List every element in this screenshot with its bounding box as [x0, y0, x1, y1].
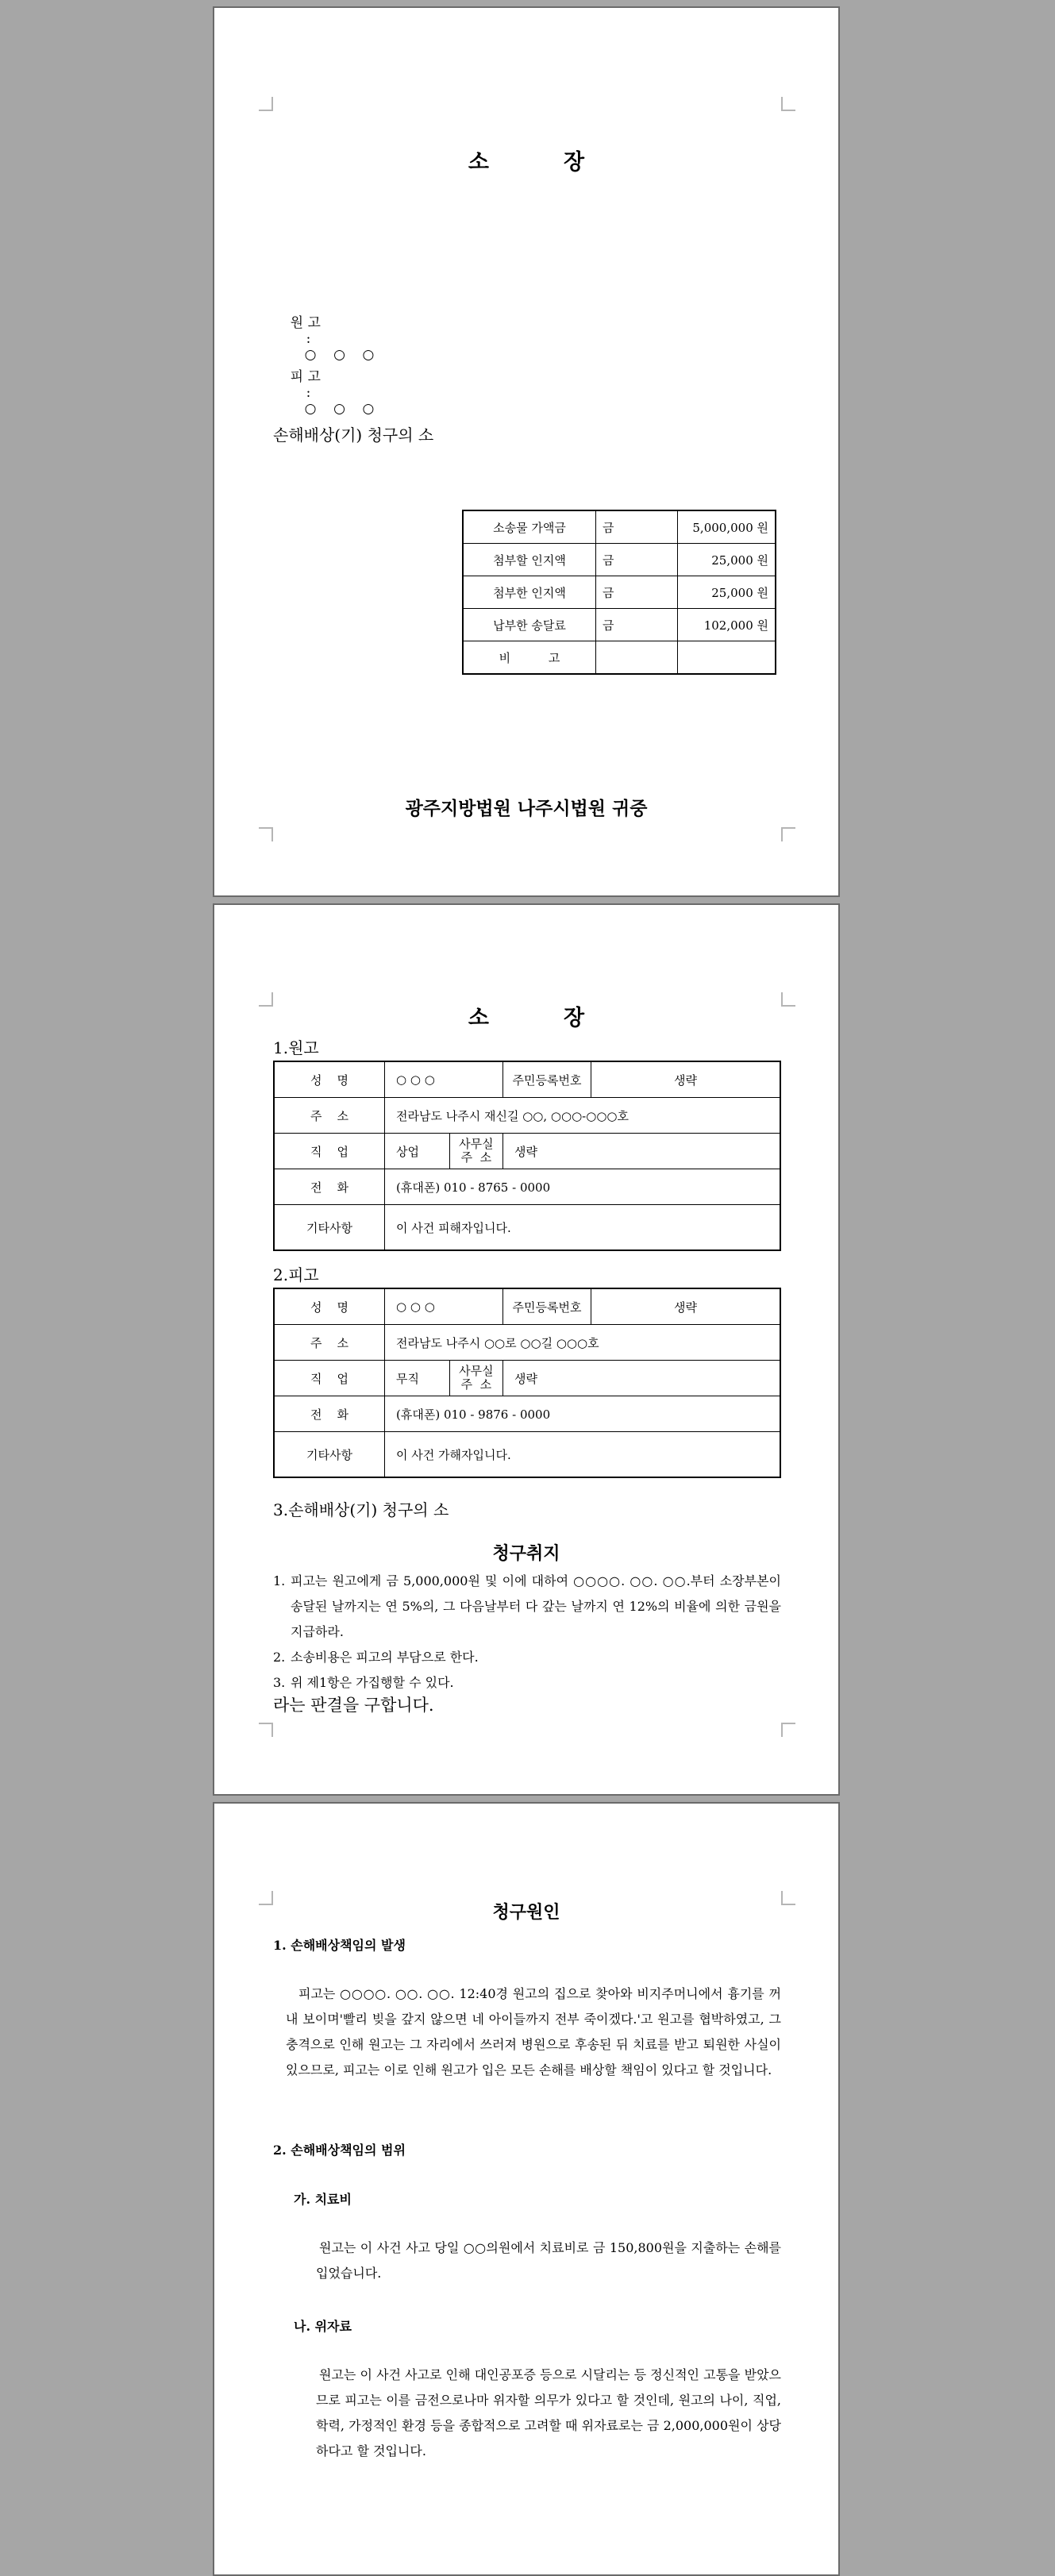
table-row: [274, 1098, 780, 1134]
rrn-value: 생략: [591, 1288, 781, 1325]
subsection-heading: 나. 위자료: [294, 2319, 352, 2334]
claim-title: 청구취지: [492, 1543, 560, 1564]
court-name: 광주지방법원 나주시법원 귀중: [405, 798, 648, 819]
claim-num: 3.: [273, 1675, 286, 1690]
section-title: 청구원인: [492, 1902, 560, 1923]
name-value: ○ ○ ○: [385, 1061, 503, 1098]
address-value: 전라남도 나주시 ○○로 ○○길 ○○○호: [385, 1325, 781, 1361]
case-name: 손해배상(기) 청구의 소: [273, 425, 434, 445]
claim-text: 소송비용은 피고의 부담으로 한다.: [291, 1650, 479, 1665]
fee-label: 납부한 송달료: [463, 609, 596, 641]
fee-label: 소송물 가액금: [463, 510, 596, 544]
table-row: [274, 1432, 780, 1478]
fee-label: 첨부한 인지액: [463, 576, 596, 609]
fee-currency: 금: [596, 510, 678, 544]
crop-mark: [259, 827, 273, 841]
rrn-label: 주민등록번호: [503, 1061, 591, 1098]
defendant-label: 피 고: [290, 369, 321, 385]
etc-value: 이 사건 피해자입니다.: [385, 1205, 781, 1251]
address-value: 전라남도 나주시 재신길 ○○, ○○○-○○○호: [385, 1098, 781, 1134]
crop-mark: [781, 827, 795, 841]
office-value: 생략: [503, 1361, 781, 1396]
name-value: ○ ○ ○: [385, 1288, 503, 1325]
fee-row: [463, 544, 776, 576]
phone-value: (휴대폰) 010 - 9876 - 0000: [385, 1396, 781, 1432]
defendant-line: [273, 349, 374, 433]
page-title: 소 장: [468, 150, 585, 175]
phone-label: 전 화: [274, 1396, 385, 1432]
plaintiff-name: ○ ○ ○: [304, 347, 375, 363]
rrn-label: 주민등록번호: [503, 1288, 591, 1325]
table-row: [274, 1061, 780, 1098]
phone-value: (휴대폰) 010 - 8765 - 0000: [385, 1169, 781, 1205]
fee-currency: 금: [596, 576, 678, 609]
section-heading: 1. 손해배상책임의 발생: [273, 1938, 406, 1953]
subsection-body: 원고는 이 사건 사고로 인해 대인공포증 등으로 시달리는 등 정신적인 고통을 받았으므로 피고는 이를 금전으로나마 위자할 의무가 있다고 할 것인데, 원고의 나이, 직업, 학력, 가정적인 환경 등을 종합적으로 고려할 때 위자료로는 금 2,000,000원이 상당하다고 할 것입니다.: [316, 2367, 781, 2459]
fee-label: 비 고: [463, 641, 596, 675]
fee-currency: 금: [596, 544, 678, 576]
plaintiff-heading: 1.원고: [273, 1038, 319, 1057]
document-page-3: [213, 1802, 840, 2576]
rrn-value: 생략: [591, 1061, 781, 1098]
crop-mark: [781, 97, 795, 111]
address-label: 주 소: [274, 1325, 385, 1361]
fee-row: [463, 641, 776, 675]
etc-label: 기타사항: [274, 1432, 385, 1478]
fee-label: 첨부할 인지액: [463, 544, 596, 576]
job-value: 무직: [385, 1361, 450, 1396]
subsection-body: 원고는 이 사건 사고 당일 ○○의원에서 치료비로 금 150,800원을 지출하는 손해를 입었습니다.: [316, 2240, 781, 2281]
page-title: 소 장: [468, 1006, 585, 1030]
list-item: [273, 1569, 781, 1645]
name-label: 성 명: [274, 1061, 385, 1098]
fee-currency: [596, 641, 678, 675]
name-label: 성 명: [274, 1288, 385, 1325]
office-label: 사무실 주 소: [449, 1361, 502, 1396]
fee-currency: 금: [596, 609, 678, 641]
fee-value: 5,000,000 원: [678, 510, 776, 544]
document-page-1: [213, 6, 840, 897]
closing-text: 라는 판결을 구합니다.: [273, 1696, 434, 1715]
defendant-heading: 2.피고: [273, 1265, 319, 1284]
claim-num: 1.: [273, 1573, 286, 1588]
fee-value: 102,000 원: [678, 609, 776, 641]
fee-value: 25,000 원: [678, 544, 776, 576]
table-row: [274, 1361, 780, 1396]
office-value: 생략: [503, 1134, 781, 1169]
table-row: [274, 1205, 780, 1251]
list-item: [273, 1645, 781, 1670]
plaintiff-table: [273, 1061, 781, 1251]
office-label: 사무실 주 소: [449, 1134, 502, 1169]
defendant-colon: :: [306, 385, 311, 401]
claim-list: [273, 1569, 781, 1696]
claim-text: 피고는 원고에게 금 5,000,000원 및 이에 대하여 ○○○○. ○○. ○○.부터 소장부본이 송달된 날까지는 연 5%의, 그 다음날부터 다 갚는 날까지 연 12%의 비율에 의한 금원을 지급하라.: [291, 1573, 781, 1639]
address-label: 주 소: [274, 1098, 385, 1134]
claim-text: 위 제1항은 가집행할 수 있다.: [291, 1675, 454, 1690]
subsection-heading: 가. 치료비: [294, 2192, 352, 2207]
defendant-name: ○ ○ ○: [304, 401, 375, 417]
table-row: [274, 1325, 780, 1361]
table-row: [274, 1396, 780, 1432]
table-row: [274, 1288, 780, 1325]
fee-value: 25,000 원: [678, 576, 776, 609]
job-value: 상업: [385, 1134, 450, 1169]
etc-value: 이 사건 가해자입니다.: [385, 1432, 781, 1478]
crop-mark: [259, 97, 273, 111]
document-page-2: [213, 903, 840, 1796]
fee-row: [463, 609, 776, 641]
etc-label: 기타사항: [274, 1205, 385, 1251]
section-heading: 2. 손해배상책임의 범위: [273, 2143, 406, 2158]
fee-row: [463, 576, 776, 609]
job-label: 직 업: [274, 1361, 385, 1396]
section-body: 피고는 ○○○○. ○○. ○○. 12:40경 원고의 집으로 찾아와 비지주머니에서 흉기를 꺼내 보이며'빨리 빚을 갚지 않으면 네 아이들까지 전부 죽이겠다.'고 원고를 협박하였고, 그 충격으로 인해 원고는 그 자리에서 쓰러져 병원으로 후송된 뒤 치료를 받고 퇴원한 사실이 있으므로, 피고는 이로 인해 원고가 입은 모든 손해를 배상할 책임이 있다고 할 것입니다.: [286, 1986, 781, 2077]
phone-label: 전 화: [274, 1169, 385, 1205]
defendant-table: [273, 1288, 781, 1478]
table-row: [274, 1134, 780, 1169]
fee-table: [462, 510, 776, 675]
fee-row: [463, 510, 776, 544]
fee-value: [678, 641, 776, 675]
job-label: 직 업: [274, 1134, 385, 1169]
case-heading: 3.손해배상(기) 청구의 소: [273, 1500, 449, 1519]
plaintiff-label: 원 고: [290, 315, 321, 331]
plaintiff-colon: :: [306, 331, 311, 347]
crop-mark: [259, 1723, 273, 1737]
claim-num: 2.: [273, 1650, 286, 1665]
crop-mark: [781, 1723, 795, 1737]
table-row: [274, 1169, 780, 1205]
